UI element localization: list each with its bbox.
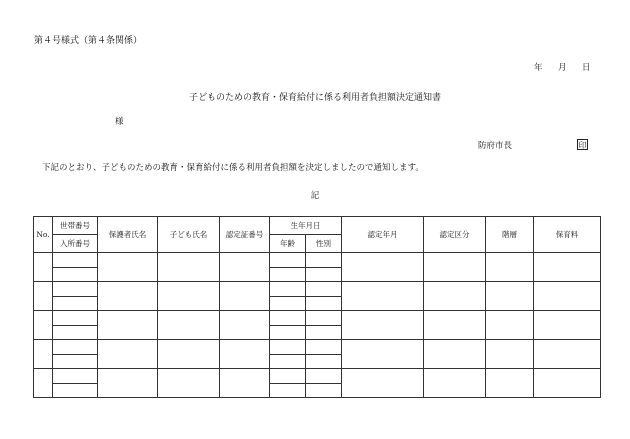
- header-age: 年齢: [270, 235, 306, 253]
- table-row: [34, 253, 601, 268]
- header-child-name: 子ども氏名: [158, 217, 220, 253]
- guardian-name-cell[interactable]: [98, 340, 158, 369]
- gender-cell[interactable]: [306, 369, 342, 384]
- gender-cell[interactable]: [306, 325, 342, 340]
- household-no-cell[interactable]: [53, 253, 98, 268]
- document-title: 子どものための教育・保育給付に係る利用者負担額決定通知書: [188, 93, 441, 103]
- table-row: [34, 340, 601, 355]
- admission-no-cell[interactable]: [53, 296, 98, 311]
- date-day: 日: [582, 63, 591, 73]
- fee-cell[interactable]: [534, 311, 601, 340]
- admission-no-cell[interactable]: [53, 267, 98, 282]
- age-cell[interactable]: [270, 340, 306, 355]
- child-name-cell[interactable]: [158, 369, 220, 398]
- household-no-cell[interactable]: [53, 282, 98, 297]
- cert-no-cell[interactable]: [220, 253, 270, 282]
- addressee-suffix: 様: [115, 117, 124, 127]
- tier-cell[interactable]: [486, 282, 534, 311]
- age-cell[interactable]: [270, 282, 306, 297]
- admission-no-cell[interactable]: [53, 354, 98, 369]
- child-name-cell[interactable]: [158, 282, 220, 311]
- guardian-name-cell[interactable]: [98, 253, 158, 282]
- gender-cell[interactable]: [306, 340, 342, 355]
- gender-cell[interactable]: [306, 354, 342, 369]
- fee-cell[interactable]: [534, 369, 601, 398]
- fee-cell[interactable]: [534, 253, 601, 282]
- tier-cell[interactable]: [486, 369, 534, 398]
- header-gender: 性別: [306, 235, 342, 253]
- fee-cell[interactable]: [534, 340, 601, 369]
- table-body: [34, 253, 601, 398]
- header-household-no: 世帯番号: [53, 217, 98, 235]
- table-row: [34, 369, 601, 384]
- child-name-cell[interactable]: [158, 340, 220, 369]
- cert-no-cell[interactable]: [220, 369, 270, 398]
- cert-period-cell[interactable]: [342, 340, 424, 369]
- age-cell[interactable]: [270, 253, 306, 268]
- no-cell[interactable]: [34, 340, 53, 369]
- cert-no-cell[interactable]: [220, 311, 270, 340]
- tier-cell[interactable]: [486, 340, 534, 369]
- date-month: 月: [558, 63, 567, 73]
- seal-mark: 印: [578, 141, 587, 150]
- child-name-cell[interactable]: [158, 253, 220, 282]
- cert-period-cell[interactable]: [342, 253, 424, 282]
- header-fee: 保育料: [534, 217, 601, 253]
- header-cert-no: 認定証番号: [220, 217, 270, 253]
- guardian-name-cell[interactable]: [98, 282, 158, 311]
- gender-cell[interactable]: [306, 282, 342, 297]
- guardian-name-cell[interactable]: [98, 311, 158, 340]
- tier-cell[interactable]: [486, 311, 534, 340]
- cert-period-cell[interactable]: [342, 282, 424, 311]
- age-cell[interactable]: [270, 369, 306, 384]
- cert-category-cell[interactable]: [424, 253, 486, 282]
- no-cell[interactable]: [34, 369, 53, 398]
- gender-cell[interactable]: [306, 383, 342, 398]
- age-cell[interactable]: [270, 267, 306, 282]
- header-cert-period: 認定年月: [342, 217, 424, 253]
- gender-cell[interactable]: [306, 253, 342, 268]
- household-no-cell[interactable]: [53, 311, 98, 326]
- cert-no-cell[interactable]: [220, 282, 270, 311]
- age-cell[interactable]: [270, 296, 306, 311]
- issuer-name: 防府市長: [478, 141, 513, 151]
- header-cert-category: 認定区分: [424, 217, 486, 253]
- age-cell[interactable]: [270, 325, 306, 340]
- household-no-cell[interactable]: [53, 340, 98, 355]
- table-row: [34, 282, 601, 297]
- age-cell[interactable]: [270, 383, 306, 398]
- fee-cell[interactable]: [534, 282, 601, 311]
- body-text: 下記のとおり、子どものための教育・保育給付に係る利用者負担額を決定しましたので通知します。: [42, 163, 424, 173]
- header-guardian-name: 保護者氏名: [98, 217, 158, 253]
- cert-category-cell[interactable]: [424, 369, 486, 398]
- cert-category-cell[interactable]: [424, 282, 486, 311]
- no-cell[interactable]: [34, 253, 53, 282]
- child-name-cell[interactable]: [158, 311, 220, 340]
- cert-category-cell[interactable]: [424, 311, 486, 340]
- admission-no-cell[interactable]: [53, 325, 98, 340]
- cert-no-cell[interactable]: [220, 340, 270, 369]
- table-row: [34, 311, 601, 326]
- no-cell[interactable]: [34, 311, 53, 340]
- age-cell[interactable]: [270, 311, 306, 326]
- tier-cell[interactable]: [486, 253, 534, 282]
- form-number: 第４号様式（第４条関係）: [34, 36, 143, 46]
- household-no-cell[interactable]: [53, 369, 98, 384]
- date-year: 年: [534, 63, 543, 73]
- cert-period-cell[interactable]: [342, 369, 424, 398]
- gender-cell[interactable]: [306, 296, 342, 311]
- header-tier: 階層: [486, 217, 534, 253]
- gender-cell[interactable]: [306, 267, 342, 282]
- admission-no-cell[interactable]: [53, 383, 98, 398]
- no-cell[interactable]: [34, 282, 53, 311]
- guardian-name-cell[interactable]: [98, 369, 158, 398]
- cert-category-cell[interactable]: [424, 340, 486, 369]
- gender-cell[interactable]: [306, 311, 342, 326]
- age-cell[interactable]: [270, 354, 306, 369]
- cert-period-cell[interactable]: [342, 311, 424, 340]
- ki-heading: 記: [310, 191, 320, 201]
- header-admission-no: 入所番号: [53, 235, 98, 253]
- header-no: No.: [34, 217, 53, 253]
- fee-table: [33, 216, 601, 398]
- header-birth-date: 生年月日: [270, 217, 342, 235]
